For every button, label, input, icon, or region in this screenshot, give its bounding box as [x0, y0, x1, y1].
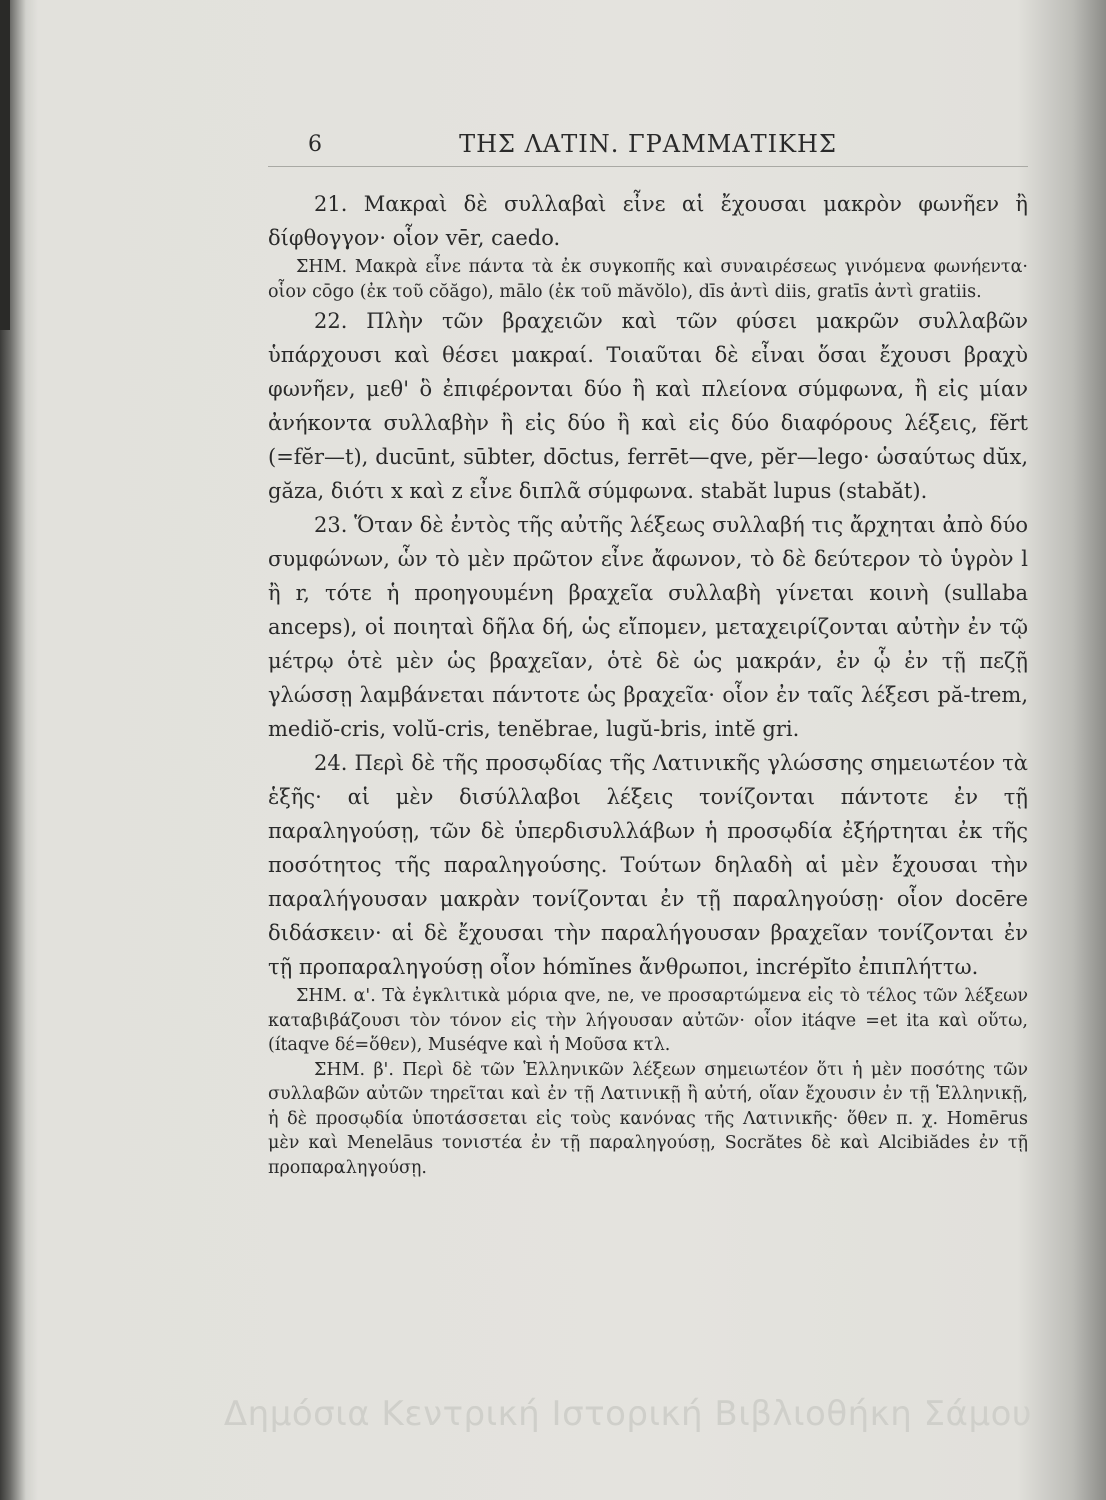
note-21: ΣΗΜ. Μακρὰ εἶνε πάντα τὰ ἐκ συγκοπῆς καὶ συναιρέσεως γινόμενα φωνήεντα· οἷον cōgo (ἐκ τοῦ cŏăgo), mālo (ἐκ τοῦ măvŏlo), dīs ἀντὶ diis, gratīs ἀντὶ gratiis. [268, 257, 1028, 302]
paragraph-23: 23. Ὅταν δὲ ἐντὸς τῆς αὐτῆς λέξεως συλλαβή τις ἄρχηται ἀπὸ δύο συμφώνων, ὧν τὸ μὲν πρῶτον εἶνε ἄφωνον, τὸ δὲ δεύτερον τὸ ὑγρὸν l ἢ r, τότε ἡ προηγουμένη βραχεῖα συλλαβὴ γίνεται κοινὴ (sullaba anceps), οἱ ποιηταὶ δῆλα δή, ὡς εἴπομεν, μεταχειρίζονται αὐτὴν ἐν τῷ μέτρῳ ὁτὲ μὲν ὡς βραχεῖαν, ὁτὲ δὲ ὡς μακράν, ἐν ᾧ ἐν τῇ πεζῇ γλώσσῃ λαμβάνεται πάντοτε ὡς βραχεῖα· οἷον ἐν ταῖς λέξεσι pă-trem, mediŏ-cris, volŭ-cris, tenĕbrae, lugŭ-bris, intĕ gri. [268, 513, 1028, 741]
note-24-beta: ΣΗΜ. β'. Περὶ δὲ τῶν Ἑλληνικῶν λέξεων σημειωτέον ὅτι ἡ μὲν ποσότης τῶν συλλαβῶν αὐτῶν τηρεῖται καὶ ἐν τῇ Λατινικῇ ἢ αὐτή, οἵαν ἔχουσιν ἐν τῇ Ἑλληνικῇ, ἡ δὲ προσῳδία ὑποτάσσεται εἰς τοὺς κανόνας τῆς Λατινικῆς· ὅθεν π. χ. Homērus μὲν καὶ Menelāus τονιστέα ἐν τῇ παραληγούσῃ, Socrătes δὲ καὶ Alcibiădes ἐν τῇ προπαραληγούσῃ. [268, 1059, 1028, 1178]
paragraph-21: 21. Μακραὶ δὲ συλλαβαὶ εἶνε αἱ ἔχουσαι μακρὸν φωνῆεν ἢ δίφθογγον· οἷον vēr, caedo. [268, 192, 1028, 250]
page-content [268, 120, 1028, 1180]
paragraph-24: 24. Περὶ δὲ τῆς προσῳδίας τῆς Λατινικῆς γλώσσης σημειωτέον τὰ ἑξῆς· αἱ μὲν δισύλλαβοι λέξεις τονίζονται πάντοτε ἐν τῇ παραληγούσῃ, τῶν δὲ ὑπερδισυλλάβων ἡ προσῳδία ἐξήρτηται ἐκ τῆς ποσότητος τῆς παραληγούσης. Τούτων δηλαδὴ αἱ μὲν ἔχουσαι τὴν παραλήγουσαν μακρὰν τονίζονται ἐν τῇ παραληγούσῃ· οἷον docēre διδάσκειν· αἱ δὲ ἔχουσαι τὴν παραλήγουσαν βραχεῖαν τονίζονται ἐν τῇ προπαραληγούσῃ οἷον hómĭnes ἄνθρωποι, incrépĭto ἐπιπλήττω. [268, 751, 1028, 979]
library-watermark: Δημόσια Κεντρική Ιστορική Βιβλιοθήκη Σάμου [223, 1394, 1033, 1434]
paragraph-22: 22. Πλὴν τῶν βραχειῶν καὶ τῶν φύσει μακρῶν συλλαβῶν ὑπάρχουσι καὶ θέσει μακραί. Τοιαῦται δὲ εἶναι ὅσαι ἔχουσι βραχὺ φωνῆεν, μεθ' ὃ ἐπιφέρονται δύο ἢ καὶ πλείονα σύμφωνα, ἢ εἰς μίαν ἀνήκοντα συλλαβὴν ἢ εἰς δύο ἢ καὶ εἰς δύο διαφόρους λέξεις, fĕrt (=fĕr—t), ducūnt, sūbter, dōctus, ferrēt—qve, pĕr—lego· ὡσαύτως dŭx, găza, διότι x καὶ z εἶνε διπλᾶ σύμφωνα. stabăt lupus (stabăt). [268, 309, 1028, 503]
page-number: 6 [308, 132, 322, 157]
running-header [268, 120, 1028, 167]
note-24-alpha: ΣΗΜ. α'. Τὰ ἐγκλιτικὰ μόρια qve, ne, ve προσαρτώμενα εἰς τὸ τέλος τῶν λέξεων καταβιβάζουσι τὸν τόνον εἰς τὴν λήγουσαν αὐτῶν· οἷον itáqve =et ita καὶ οὕτω, (ítaqve δέ=ὅθεν), Muséqve καὶ ἡ Μοῦσα κτλ. [268, 986, 1028, 1055]
body-text [268, 187, 1028, 1180]
book-binding-edge [0, 0, 10, 330]
running-title: ΤΗΣ ΛΑΤΙΝ. ΓΡΑΜΜΑΤΙΚΗΣ [459, 130, 837, 158]
